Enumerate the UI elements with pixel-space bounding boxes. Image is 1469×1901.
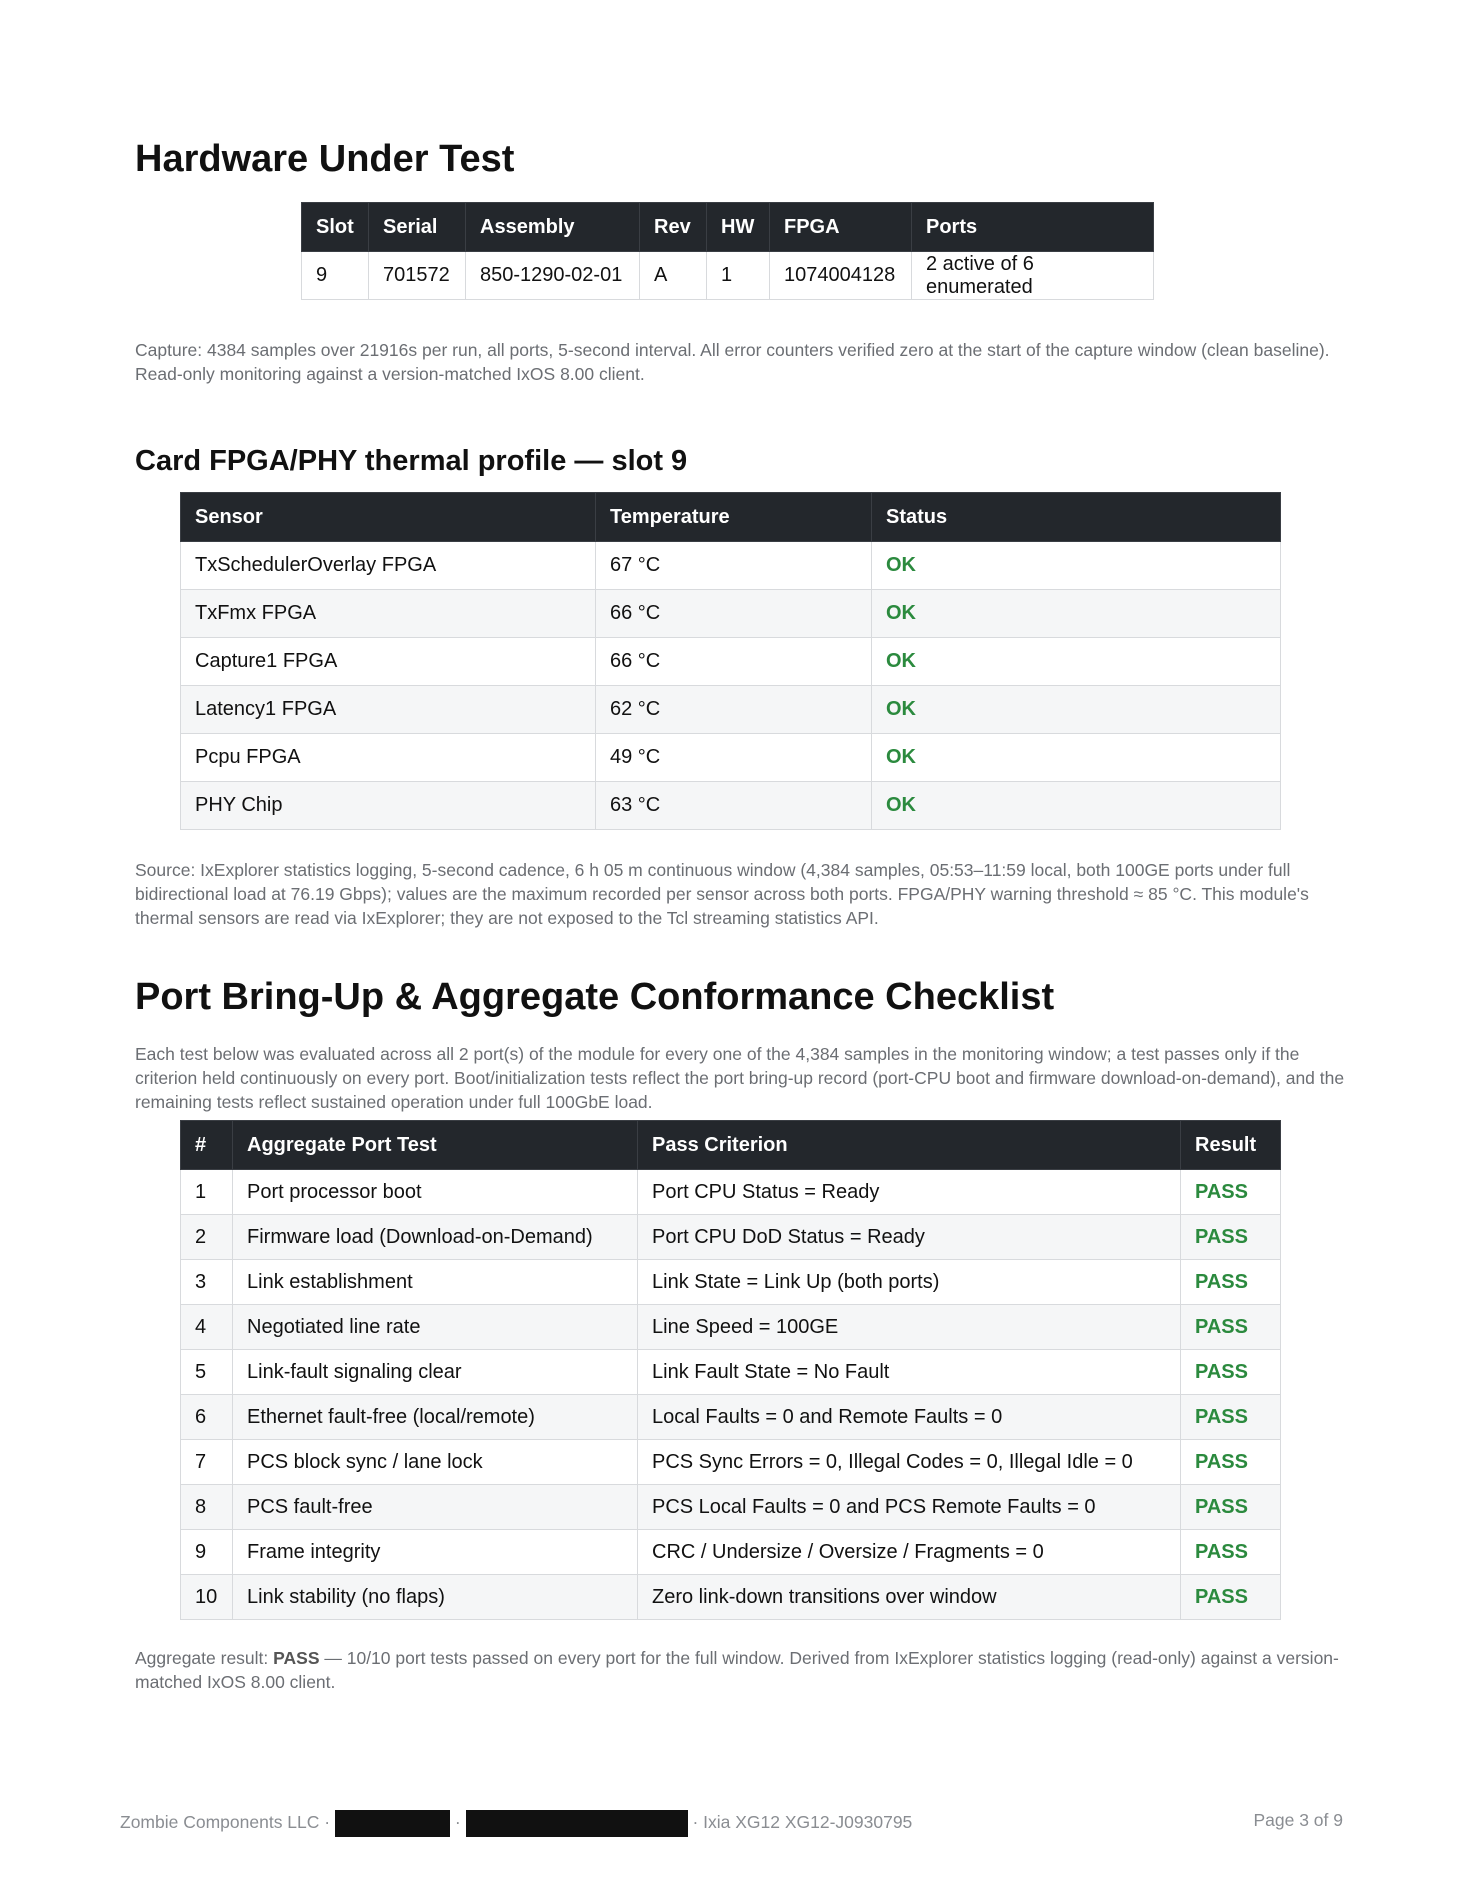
cell-sensor: TxFmx FPGA bbox=[181, 590, 596, 638]
cell-test: PCS block sync / lane lock bbox=[233, 1440, 638, 1485]
thermal-source-note: Source: IxExplorer statistics logging, 5-second cadence, 6 h 05 m continuous window (4,384 samples, 05:53–11:59 local, both 100GE ports under full bidirectional load at 76.19 Gbps); values are the maximum recorded per sensor across both ports. FPGA/PHY warning threshold ≈ 85 °C. This module's thermal sensors are read via IxExplorer; they are not exposed to the Tcl streaming statistics API. bbox=[135, 860, 1309, 928]
table-row bbox=[181, 1485, 1281, 1530]
cell-criterion: Zero link-down transitions over window bbox=[638, 1575, 1181, 1620]
col-header-rev: Rev bbox=[640, 203, 707, 252]
table-row bbox=[181, 1575, 1281, 1620]
result-badge: PASS bbox=[1181, 1350, 1281, 1395]
cell-test: Ethernet fault-free (local/remote) bbox=[233, 1395, 638, 1440]
table-row bbox=[181, 1440, 1281, 1485]
cell-sensor: PHY Chip bbox=[181, 782, 596, 830]
cell-temperature: 62 °C bbox=[596, 686, 872, 734]
hardware-table bbox=[301, 202, 1154, 300]
table-row bbox=[181, 1530, 1281, 1575]
cell-criterion: Link Fault State = No Fault bbox=[638, 1350, 1181, 1395]
cell-number: 6 bbox=[181, 1395, 233, 1440]
col-header-status: Status bbox=[872, 493, 1281, 542]
result-badge: PASS bbox=[1181, 1440, 1281, 1485]
cell-sensor: Latency1 FPGA bbox=[181, 686, 596, 734]
cell-hw: 1 bbox=[707, 252, 770, 300]
cell-sensor: Capture1 FPGA bbox=[181, 638, 596, 686]
status-badge: OK bbox=[872, 686, 1281, 734]
cell-number: 5 bbox=[181, 1350, 233, 1395]
capture-note: Capture: 4384 samples over 21916s per run, all ports, 5-second interval. All error counters verified zero at the start of the capture window (clean baseline). Read-only monitoring against a version-matched IxOS 8.00 client. bbox=[135, 340, 1330, 384]
result-badge: PASS bbox=[1181, 1575, 1281, 1620]
footer-device: · Ixia XG12 XG12-J0930795 bbox=[692, 1812, 913, 1833]
table-row bbox=[181, 590, 1281, 638]
cell-sensor: Pcpu FPGA bbox=[181, 734, 596, 782]
col-header-temperature: Temperature bbox=[596, 493, 872, 542]
result-badge: PASS bbox=[1181, 1170, 1281, 1215]
col-header-number: # bbox=[181, 1121, 233, 1170]
cell-criterion: CRC / Undersize / Oversize / Fragments = 0 bbox=[638, 1530, 1181, 1575]
table-row bbox=[181, 638, 1281, 686]
footer-company: Zombie Components LLC · bbox=[120, 1812, 331, 1833]
section-title-hardware: Hardware Under Test bbox=[135, 138, 515, 180]
cell-ports: 2 active of 6 enumerated bbox=[912, 252, 1154, 300]
aggregate-result-prefix: Aggregate result: bbox=[135, 1648, 274, 1668]
cell-criterion: PCS Local Faults = 0 and PCS Remote Faults = 0 bbox=[638, 1485, 1181, 1530]
table-row bbox=[302, 252, 1154, 300]
cell-temperature: 49 °C bbox=[596, 734, 872, 782]
cell-criterion: Link State = Link Up (both ports) bbox=[638, 1260, 1181, 1305]
status-badge: OK bbox=[872, 782, 1281, 830]
cell-test: PCS fault-free bbox=[233, 1485, 638, 1530]
col-header-result: Result bbox=[1181, 1121, 1281, 1170]
table-row bbox=[181, 686, 1281, 734]
col-header-criterion: Pass Criterion bbox=[638, 1121, 1181, 1170]
status-badge: OK bbox=[872, 734, 1281, 782]
col-header-serial: Serial bbox=[369, 203, 466, 252]
redaction-block bbox=[335, 1810, 450, 1837]
col-header-slot: Slot bbox=[302, 203, 369, 252]
aggregate-result-note bbox=[135, 1646, 1345, 1694]
checklist-intro: Each test below was evaluated across all 2 port(s) of the module for every one of the 4,384 samples in the monitoring window; a test passes only if the criterion held continuously on every port. Boot/initialization tests reflect the port bring-up record (port-CPU boot and firmware download-on-demand), and the remaining tests reflect sustained operation under full 100GbE load. bbox=[135, 1044, 1345, 1112]
result-badge: PASS bbox=[1181, 1305, 1281, 1350]
cell-test: Link establishment bbox=[233, 1260, 638, 1305]
cell-number: 9 bbox=[181, 1530, 233, 1575]
checklist-table bbox=[180, 1120, 1281, 1620]
status-badge: OK bbox=[872, 638, 1281, 686]
col-header-fpga: FPGA bbox=[770, 203, 912, 252]
col-header-sensor: Sensor bbox=[181, 493, 596, 542]
cell-criterion: Port CPU Status = Ready bbox=[638, 1170, 1181, 1215]
cell-temperature: 66 °C bbox=[596, 590, 872, 638]
cell-criterion: PCS Sync Errors = 0, Illegal Codes = 0, Illegal Idle = 0 bbox=[638, 1440, 1181, 1485]
table-row bbox=[181, 734, 1281, 782]
cell-temperature: 66 °C bbox=[596, 638, 872, 686]
result-badge: PASS bbox=[1181, 1530, 1281, 1575]
cell-number: 8 bbox=[181, 1485, 233, 1530]
col-header-ports: Ports bbox=[912, 203, 1154, 252]
cell-assembly: 850-1290-02-01 bbox=[466, 252, 640, 300]
cell-number: 7 bbox=[181, 1440, 233, 1485]
aggregate-result-suffix: — 10/10 port tests passed on every port for the full window. Derived from IxExplorer statistics logging (read-only) against a version-matched IxOS 8.00 client. bbox=[135, 1648, 1339, 1692]
table-row bbox=[181, 1215, 1281, 1260]
status-badge: OK bbox=[872, 542, 1281, 590]
aggregate-result-value: PASS bbox=[273, 1648, 320, 1668]
cell-criterion: Line Speed = 100GE bbox=[638, 1305, 1181, 1350]
result-badge: PASS bbox=[1181, 1215, 1281, 1260]
table-row bbox=[181, 1260, 1281, 1305]
cell-test: Port processor boot bbox=[233, 1170, 638, 1215]
status-badge: OK bbox=[872, 590, 1281, 638]
cell-fpga: 1074004128 bbox=[770, 252, 912, 300]
cell-test: Link stability (no flaps) bbox=[233, 1575, 638, 1620]
page-footer bbox=[120, 1810, 912, 1837]
cell-criterion: Port CPU DoD Status = Ready bbox=[638, 1215, 1181, 1260]
cell-number: 4 bbox=[181, 1305, 233, 1350]
cell-test: Link-fault signaling clear bbox=[233, 1350, 638, 1395]
cell-sensor: TxSchedulerOverlay FPGA bbox=[181, 542, 596, 590]
cell-rev: A bbox=[640, 252, 707, 300]
col-header-hw: HW bbox=[707, 203, 770, 252]
redaction-block bbox=[466, 1810, 688, 1837]
table-row bbox=[181, 782, 1281, 830]
table-row bbox=[181, 1350, 1281, 1395]
thermal-table bbox=[180, 492, 1281, 830]
table-row bbox=[181, 1170, 1281, 1215]
cell-number: 1 bbox=[181, 1170, 233, 1215]
cell-number: 10 bbox=[181, 1575, 233, 1620]
table-row bbox=[181, 1305, 1281, 1350]
footer-separator: · bbox=[454, 1812, 461, 1833]
table-row bbox=[181, 542, 1281, 590]
cell-temperature: 63 °C bbox=[596, 782, 872, 830]
result-badge: PASS bbox=[1181, 1395, 1281, 1440]
cell-criterion: Local Faults = 0 and Remote Faults = 0 bbox=[638, 1395, 1181, 1440]
cell-number: 3 bbox=[181, 1260, 233, 1305]
section-title-checklist: Port Bring-Up & Aggregate Conformance Checklist bbox=[135, 976, 1055, 1018]
cell-temperature: 67 °C bbox=[596, 542, 872, 590]
cell-test: Frame integrity bbox=[233, 1530, 638, 1575]
cell-number: 2 bbox=[181, 1215, 233, 1260]
cell-serial: 701572 bbox=[369, 252, 466, 300]
section-title-thermal: Card FPGA/PHY thermal profile — slot 9 bbox=[135, 445, 688, 477]
cell-test: Firmware load (Download-on-Demand) bbox=[233, 1215, 638, 1260]
cell-slot: 9 bbox=[302, 252, 369, 300]
cell-test: Negotiated line rate bbox=[233, 1305, 638, 1350]
col-header-assembly: Assembly bbox=[466, 203, 640, 252]
page-number: Page 3 of 9 bbox=[1253, 1810, 1343, 1830]
table-row bbox=[181, 1395, 1281, 1440]
result-badge: PASS bbox=[1181, 1485, 1281, 1530]
col-header-test: Aggregate Port Test bbox=[233, 1121, 638, 1170]
result-badge: PASS bbox=[1181, 1260, 1281, 1305]
